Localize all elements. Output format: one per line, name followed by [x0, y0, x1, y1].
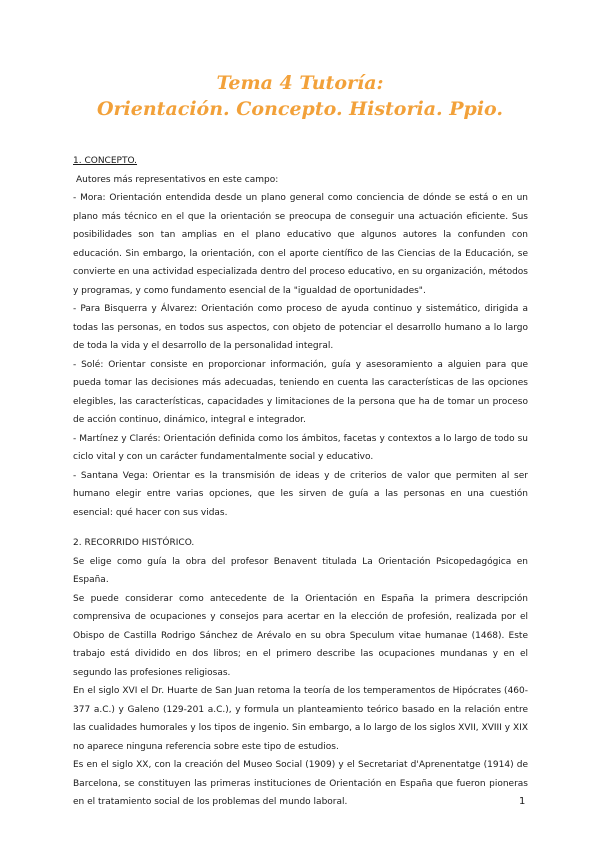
paragraph-martinez: - Martínez y Clarés: Orientación definida como los ámbitos, facetas y contextos a lo largo de todo su ciclo vital y con un carácter fundamentalmente social y educativo. [73, 433, 528, 462]
paragraph-santana: - Santana Vega: Orientar es la transmisión de ideas y de criterios de valor que permiten al ser humano elegir entre varias opciones, que les sirven de guía a las personas en una cuestión esencial: qué hacer con sus vidas. [73, 470, 528, 518]
paragraph-bisquerra: - Para Bisquerra y Álvarez: Orientación como proceso de ayuda continuo y sistemático, dirigida a todas las personas, en todos sus aspectos, con objeto de potenciar el desarrollo humano a lo largo de toda la vida y el desarrollo de la personalidad integral. [73, 304, 528, 351]
paragraph-benavent: Se elige como guía la obra del profesor Benavent titulada La Orientación Psicopedagógica en España. [73, 556, 528, 585]
section-intro: Autores más representativos en este campo: [76, 174, 279, 185]
paragraph-siglo-xx: Es en el siglo XX, con la creación del Museo Social (1909) y el Secretariat d'Aprenentatge (1914) de Barcelona, se constituyen las primeras instituciones de Orientación en España que fueron pioneras en el tratamiento social de los problemas del mundo laboral. [73, 760, 528, 807]
page-number: 1 [519, 796, 526, 807]
document-body [73, 152, 528, 812]
title-line-2: Orientación. Concepto. Historia. Ppio. [97, 98, 503, 120]
section-heading-historico: 2. RECORRIDO HISTÓRICO. [73, 538, 195, 548]
paragraph-siglo-xvi: En el siglo XVI el Dr. Huarte de San Juan retoma la teoría de los temperamentos de Hipócrates (460-377 a.C.) y Galeno (129-201 a.C.), y formula un planteamiento teórico basado en la relación entre las cualidades humorales y los tipos de ingenio. Sin embargo, a lo largo de los siglos XVII, XVIII y XIX no aparece ninguna referencia sobre este tipo de estudios. [73, 686, 528, 752]
paragraph-sole: - Solé: Orientar consiste en proporcionar información, guía y asesoramiento a alguien para que pueda tomar las decisiones más adecuadas, teniendo en cuenta las características de las opciones elegibles, las características, capacidades y limitaciones de la persona que ha de tomar un proceso de acción continuo, dinámico, integral e integrador. [73, 359, 528, 425]
paragraph-antecedente: Se puede considerar como antecedente de la Orientación en España la primera descripción comprensiva de ocupaciones y consejos para acertar en la elección de profesión, realizada por el Obispo de Castilla Rodrigo Sánchez de Arévalo en su obra Speculum vitae humanae (1468). Este trabajo está dividido en dos libros; en el primero describe las ocupaciones mundanas y en el segundo las profesiones religiosas. [73, 593, 528, 678]
page-title [0, 70, 600, 122]
section-heading-concepto: 1. CONCEPTO. [73, 156, 138, 166]
title-line-1: Tema 4 Tutoría: [216, 72, 384, 94]
paragraph-mora: - Mora: Orientación entendida desde un plano general como conciencia de dónde se está o en un plano más técnico en el que la orientación se preocupa de conseguir una actuación eficiente. Sus posibilidades son tan amplias en el plano educativo que algunos autores la confunden con educación. Sin embargo, la orientación, con el aporte científico de las Ciencias de la Educación, se convierte en una actividad especializada dentro del proceso educativo, en su organización, métodos y programas, y como fundamento esencial de la "igualdad de oportunidades". [73, 193, 528, 296]
